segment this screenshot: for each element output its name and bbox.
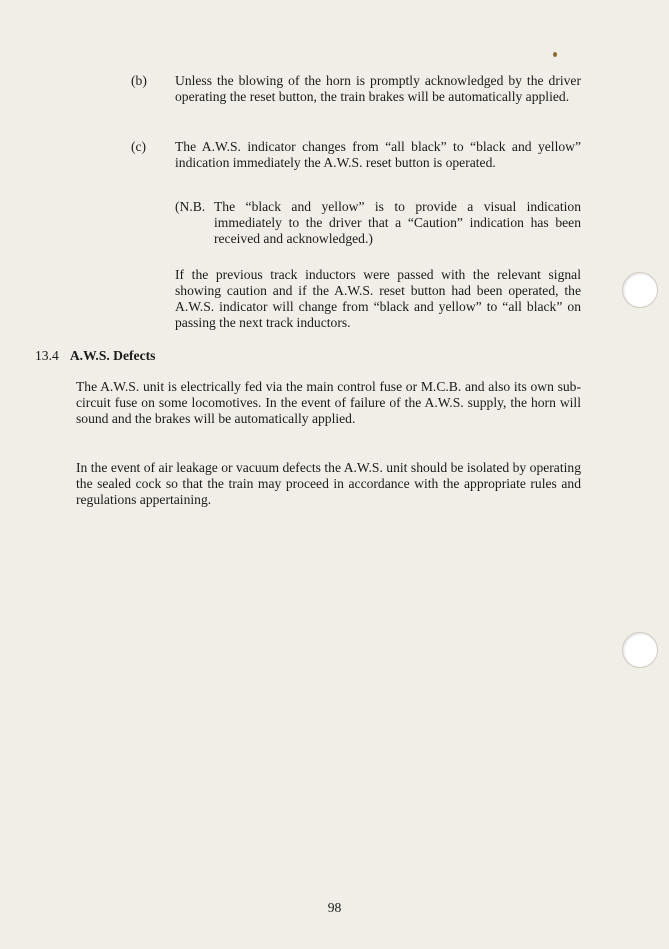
previous-inductors-text: If the previous track inductors were passed with the relevant signal showing caution and if the A.W.S. reset button had been operated, the A.W.S. indicator will change from “black and yellow” to “all black” on passing the next track inductors. [175, 267, 581, 330]
ink-speck [553, 52, 557, 57]
item-b-marker: (b) [131, 73, 147, 88]
nb-text: The “black and yellow” is to provide a visual indication immediately to the driver that a “Caution” indication has been received and acknowledged.) [214, 199, 581, 246]
defects-paragraph-1: The A.W.S. unit is electrically fed via the main control fuse or M.C.B. and also its own sub-circuit fuse on some locomotives. In the event of failure of the A.W.S. supply, the horn will sound and the brakes will be automatically applied. [76, 379, 581, 426]
section-title: A.W.S. Defects [69, 348, 156, 363]
page-number: 98 [327, 900, 342, 915]
punch-hole-lower [622, 632, 658, 668]
nb-prefix: (N.B. [175, 199, 206, 214]
section-number: 13.4 [35, 348, 59, 363]
item-c-marker: (c) [131, 139, 147, 154]
item-c-text: The A.W.S. indicator changes from “all black” to “black and yellow” indication immediately the A.W.S. reset button is operated. [175, 139, 581, 170]
section-heading [35, 348, 155, 364]
punch-hole-upper [622, 272, 658, 308]
defects-paragraph-2: In the event of air leakage or vacuum defects the A.W.S. unit should be isolated by operating the sealed cock so that the train may proceed in accordance with the appropriate rules and regulations appertaining. [76, 460, 581, 507]
item-b-text: Unless the blowing of the horn is promptly acknowledged by the driver operating the reset button, the train brakes will be automatically applied. [175, 73, 581, 104]
